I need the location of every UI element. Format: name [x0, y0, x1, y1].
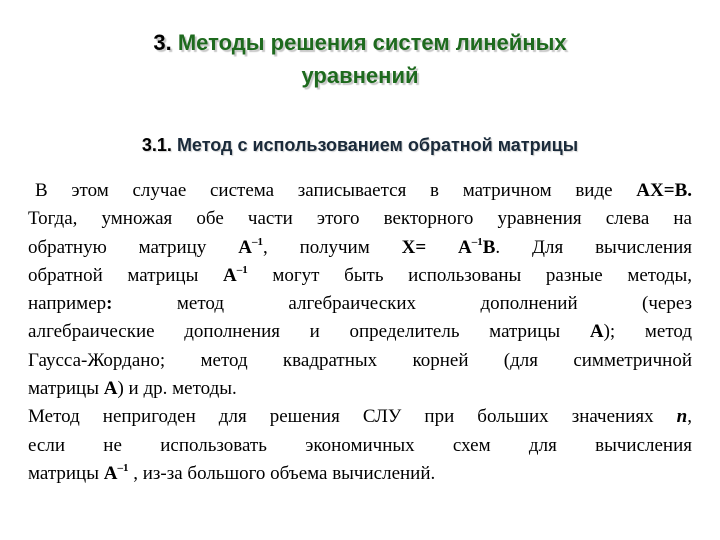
equation-x: X= А: [401, 236, 472, 258]
text-run: могут быть использованы разные методы,: [247, 264, 692, 286]
inverse-superscript: –1: [236, 263, 248, 276]
inverse-superscript: –1: [117, 461, 129, 474]
equation-ax-b: АХ=В.: [636, 180, 692, 201]
variable-n: n: [676, 406, 688, 428]
text-run: В этом случае система записывается в матричном виде: [35, 180, 637, 201]
body-line-6: [28, 318, 692, 346]
text-run: матрицы: [28, 378, 104, 400]
text-run: матрицы: [28, 462, 104, 484]
text-run: ,: [687, 406, 692, 428]
body-line-5: [28, 290, 692, 318]
section-subtitle: [40, 132, 680, 158]
text-run: ); метод: [603, 321, 692, 343]
matrix-a: А: [222, 264, 237, 286]
matrix-a: А: [589, 321, 604, 343]
body-line-2: [28, 205, 692, 233]
text-run: обратную матрицу: [28, 236, 239, 258]
body-text: [28, 177, 692, 488]
text-run: ) и др. методы.: [117, 378, 237, 400]
title-line-1: [40, 26, 680, 59]
text-run: Гаусса-Жордано; метод квадратных корней (для симметричной: [28, 349, 692, 371]
text-run: , получим: [262, 236, 402, 258]
text-run: , из-за большого объема вычислений.: [128, 462, 436, 484]
matrix-a: А: [103, 462, 118, 484]
body-line-7: [28, 347, 692, 375]
title-text-line-2: уравнений: [301, 63, 419, 88]
text-run: если не использовать экономичных схем для вычисления: [28, 434, 692, 456]
subtitle-number: 3.1.: [141, 135, 172, 155]
body-line-11: [28, 460, 692, 488]
body-line-3: [28, 234, 692, 262]
colon: :: [106, 293, 113, 315]
title-text-line-1: Методы решения систем линейных: [177, 30, 567, 55]
body-line-8: [28, 375, 692, 403]
inverse-superscript: –1: [471, 235, 483, 248]
vector-b: B: [482, 236, 496, 258]
body-line-10: [28, 432, 692, 460]
body-line-1: [28, 177, 692, 205]
text-run: Метод непригоден для решения СЛУ при больших значениях: [28, 406, 677, 428]
text-run: метод алгебраических дополнений (через: [112, 293, 692, 315]
matrix-a: А: [238, 236, 252, 258]
text-run: . Для вычисления: [495, 236, 692, 258]
body-line-9: [28, 403, 692, 431]
text-run: алгебраические дополнения и определитель матрицы: [28, 321, 590, 343]
text-run: обратной матрицы: [28, 264, 223, 286]
slide-title: [40, 26, 680, 92]
text-run: например: [28, 293, 107, 315]
subtitle-text: Метод с использованием обратной матрицы: [176, 135, 579, 155]
matrix-a: А: [103, 378, 118, 400]
text-run: Тогда, умножая обе части этого векторного уравнения слева на: [28, 208, 692, 230]
body-line-4: [28, 262, 692, 290]
title-number: 3.: [153, 30, 172, 55]
inverse-superscript: –1: [251, 235, 263, 248]
